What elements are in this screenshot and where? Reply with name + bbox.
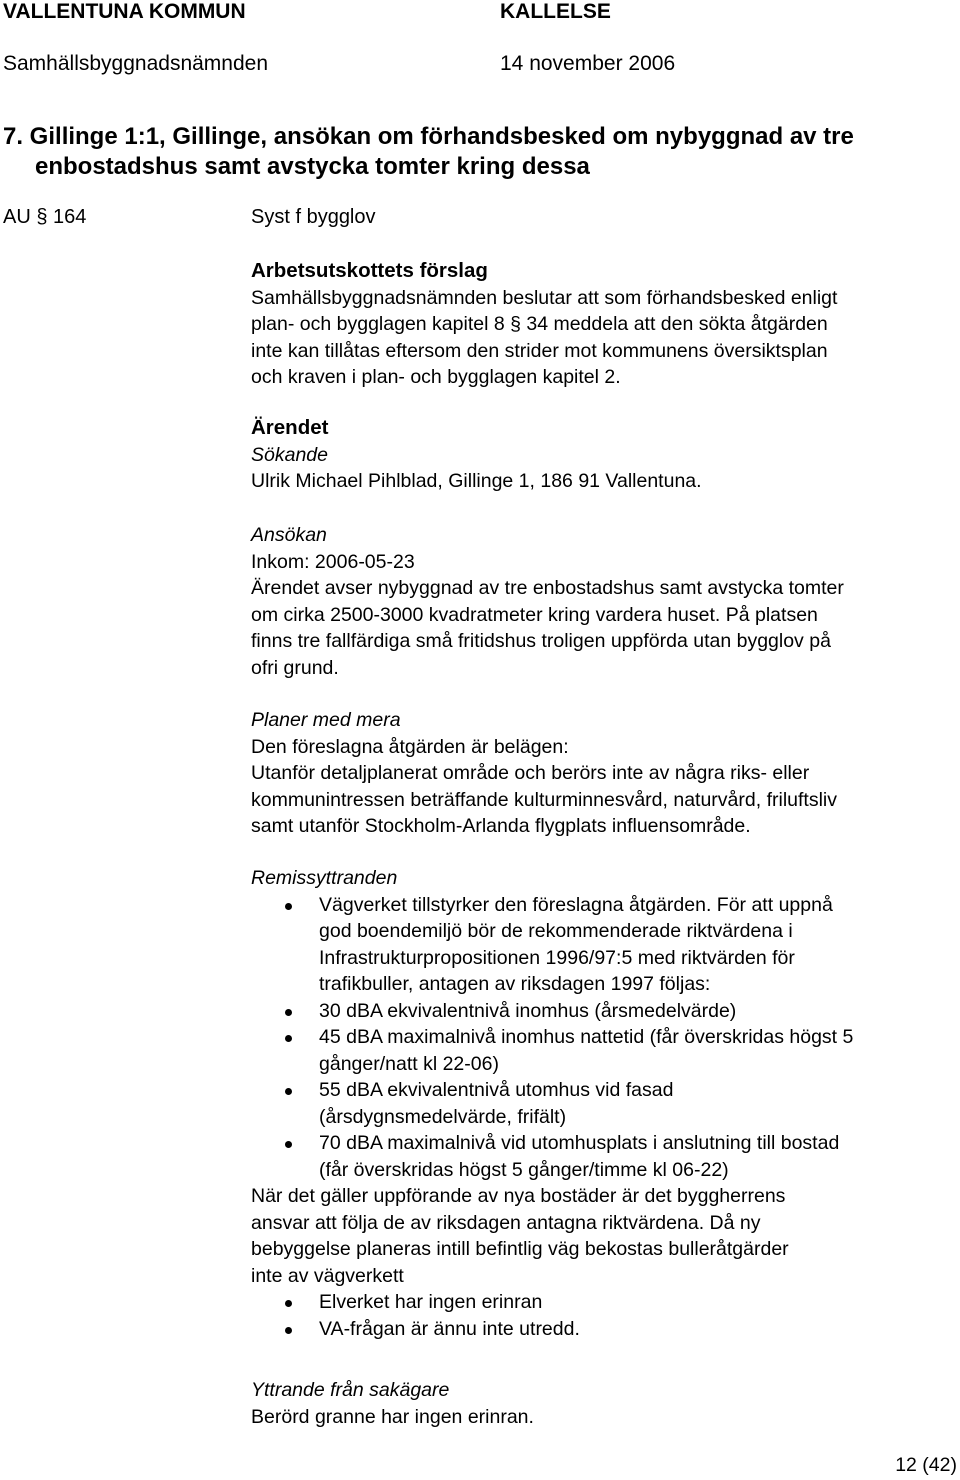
organization-name: VALLENTUNA KOMMUN (3, 0, 246, 23)
bullet-item (251, 1077, 951, 1130)
application-line: finns tre fallfärdiga små fritidshus troligen uppförda utan bygglov på (251, 630, 831, 652)
bullet-item (251, 1316, 951, 1343)
matter-section (251, 415, 702, 495)
bullet-text-line: 55 dBA ekvivalentnivå utomhus vid fasad (319, 1079, 674, 1101)
application-line: Ärendet avser nybyggnad av tre enbostadshus samt avstycka tomter (251, 577, 844, 599)
bullet-dot-icon (285, 1327, 292, 1334)
bullet-dot-icon (285, 1141, 292, 1148)
application-section (251, 522, 844, 681)
bullet-text-line: gånger/natt kl 22-06) (319, 1052, 499, 1075)
bullet-text-line: 45 dBA maximalnivå inomhus nattetid (får överskridas högst 5 (319, 1026, 854, 1048)
bullet-item (251, 892, 951, 998)
application-line: om cirka 2500-3000 kvadratmeter kring vardera huset. På platsen (251, 603, 818, 626)
bullet-item (251, 1024, 951, 1077)
proposal-line: Samhällsbyggnadsnämnden beslutar att som förhandsbesked enligt (251, 286, 838, 309)
proposal-line: inte kan tillåtas eftersom den strider mot kommunens översiktsplan (251, 339, 828, 362)
plans-line: Utanför detaljplanerat område och berörs inte av några riks- eller (251, 762, 810, 784)
bullet-text-line: Elverket har ingen erinran (319, 1291, 543, 1313)
matter-heading: Ärendet (251, 416, 329, 439)
plans-heading: Planer med mera (251, 709, 401, 731)
plans-line: kommunintressen beträffande kulturminnesvård, naturvård, friluftsliv (251, 788, 837, 811)
board-name: Samhällsbyggnadsnämnden (3, 52, 269, 75)
bullet-dot-icon (285, 903, 292, 910)
meeting-date: 14 november 2006 (500, 52, 676, 75)
item-reference: AU § 164 (3, 206, 87, 228)
proposal-line: och kraven i plan- och bygglagen kapitel 2. (251, 366, 621, 388)
bullet-text-line: trafikbuller, antagen av riksdagen 1997 följas: (319, 973, 711, 995)
proposal-section (251, 258, 837, 391)
bullet-text-line: Vägverket tillstyrker den föreslagna åtgärden. För att uppnå (319, 893, 833, 916)
remiss-bullet-list (251, 892, 951, 1184)
application-heading: Ansökan (251, 524, 327, 546)
bullet-text-line: god boendemiljö bör de rekommenderade riktvärdena i (319, 920, 793, 942)
bullet-item (251, 1130, 951, 1183)
bullet-item (251, 998, 951, 1025)
bullet-dot-icon (285, 1088, 292, 1095)
bullet-text-line: 70 dBA maximalnivå vid utomhusplats i anslutning till bostad (319, 1132, 840, 1154)
bullet-text-line: 30 dBA ekvivalentnivå inomhus (årsmedelvärde) (319, 999, 737, 1022)
bullet-dot-icon (285, 1009, 292, 1016)
neighbour-section (251, 1377, 534, 1430)
remiss-heading: Remissyttranden (251, 867, 398, 889)
plans-line: samt utanför Stockholm-Arlanda flygplats influensområde. (251, 815, 751, 837)
item-title-line-2: enbostadshus samt avstycka tomter kring dessa (35, 153, 590, 180)
proposal-heading: Arbetsutskottets förslag (251, 259, 488, 282)
neighbour-heading: Yttrande från sakägare (251, 1379, 450, 1401)
plans-section (251, 707, 837, 840)
bullet-dot-icon (285, 1300, 292, 1307)
bullet-text-line: (får överskridas högst 5 gånger/timme kl 06-22) (319, 1158, 729, 1181)
page-number: 12 (42) (895, 1454, 957, 1476)
bullet-text-line: VA-frågan är ännu inte utredd. (319, 1317, 580, 1340)
remiss-text-line: När det gäller uppförande av nya bostäder är det byggherrens (251, 1185, 786, 1207)
document-type: KALLELSE (500, 0, 611, 23)
proposal-line: plan- och bygglagen kapitel 8 § 34 meddela att den sökta åtgärden (251, 313, 828, 335)
remiss-text-line: inte av vägverkett (251, 1264, 404, 1287)
applicant-text: Ulrik Michael Pihlblad, Gillinge 1, 186 91 Vallentuna. (251, 470, 702, 492)
remiss-section (251, 865, 951, 1342)
bullet-text-line: Infrastrukturpropositionen 1996/97:5 med riktvärden för (319, 946, 795, 969)
remiss-bullet-list-2 (251, 1289, 951, 1342)
neighbour-text: Berörd granne har ingen erinran. (251, 1405, 534, 1428)
application-line: ofri grund. (251, 656, 339, 679)
plans-line: Den föreslagna åtgärden är belägen: (251, 735, 569, 758)
application-line: Inkom: 2006-05-23 (251, 550, 415, 573)
bullet-dot-icon (285, 1035, 292, 1042)
applicant-heading: Sökande (251, 443, 328, 466)
bullet-item (251, 1289, 951, 1316)
remiss-text-line: bebyggelse planeras intill befintlig väg bekostas bulleråtgärder (251, 1238, 789, 1260)
item-title-line-1: 7. Gillinge 1:1, Gillinge, ansökan om förhandsbesked om nybyggnad av tre (3, 123, 854, 150)
item-handler: Syst f bygglov (251, 206, 376, 228)
remiss-text-line: ansvar att följa de av riksdagen antagna riktvärdena. Då ny (251, 1211, 761, 1234)
bullet-text-line: (årsdygnsmedelvärde, frifält) (319, 1105, 567, 1128)
